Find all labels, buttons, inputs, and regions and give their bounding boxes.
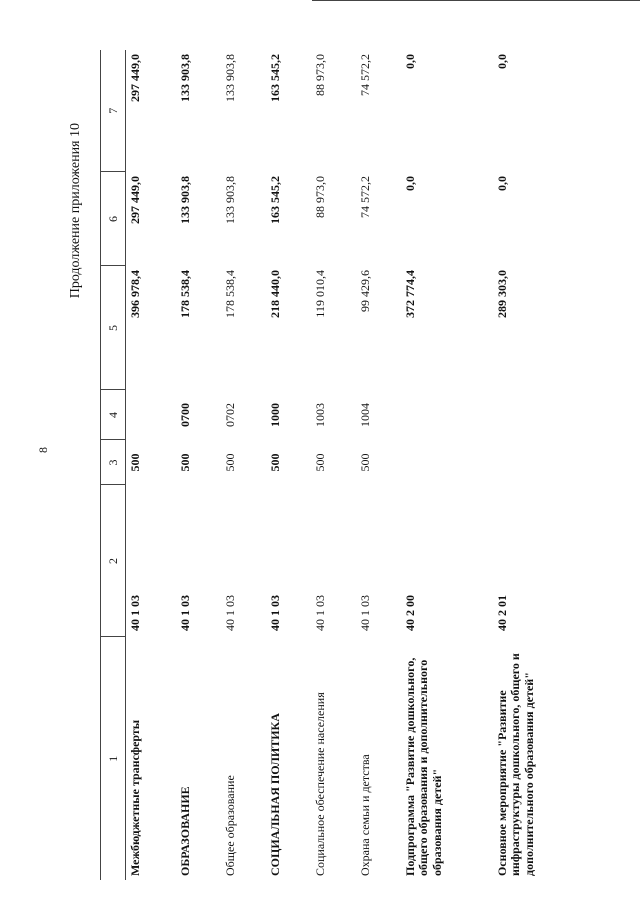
row-c6: 163 545,2: [267, 176, 282, 224]
table-row: [401, 50, 493, 880]
col-header: 3: [101, 440, 126, 485]
row-c6: 297 449,0: [128, 176, 142, 224]
row-c5: 396 978,4: [128, 270, 142, 318]
row-c5: 178 538,4: [222, 270, 237, 318]
row-c7: 74 572,2: [357, 54, 372, 96]
row-c3: 500: [312, 453, 327, 472]
row-c4: [126, 390, 176, 440]
row-c3: 500: [222, 453, 237, 472]
row-c6: 133 903,8: [177, 176, 192, 224]
row-code: 40 2 00: [402, 595, 417, 631]
table-row: [176, 50, 221, 880]
row-c7: 88 973,0: [312, 54, 327, 96]
col-header: 7: [101, 50, 126, 172]
row-c4: 0700: [177, 403, 192, 427]
row-c7: 133 903,8: [222, 54, 237, 102]
row-c7: 297 449,0: [128, 54, 142, 102]
row-c4: 1000: [267, 403, 282, 427]
row-code: 40 1 03: [312, 595, 327, 631]
row-c6: 88 973,0: [312, 176, 327, 218]
rotated-page-content: [68, 50, 640, 880]
col-header: 2: [101, 485, 126, 637]
row-c6: 0,0: [402, 176, 417, 191]
col-header: 1: [101, 637, 126, 880]
row-code: 40 1 03: [222, 595, 237, 631]
table-row: [266, 50, 311, 880]
appendix-caption: Продолжение приложения 10: [68, 123, 83, 299]
row-c3: [493, 440, 603, 485]
row-c7: 0,0: [402, 54, 417, 69]
row-c3: 500: [177, 453, 192, 472]
row-c4: 0702: [222, 403, 237, 427]
row-name: СОЦИАЛЬНАЯ ПОЛИТИКА: [267, 713, 282, 876]
row-c7: 163 545,2: [267, 54, 282, 102]
row-c7: 133 903,8: [177, 54, 192, 102]
budget-table: [100, 50, 603, 880]
row-c5: 289 303,0: [494, 270, 509, 318]
row-c5: 372 774,4: [402, 270, 417, 318]
row-c4: 1004: [357, 403, 372, 427]
row-c4: [401, 390, 493, 440]
row-name: ОБРАЗОВАНИЕ: [177, 786, 192, 876]
row-c3: [401, 440, 493, 485]
row-c5: 99 429,6: [357, 270, 372, 312]
table-row: [356, 50, 401, 880]
row-c4: 1003: [312, 403, 327, 427]
row-code: 40 1 03: [267, 595, 282, 631]
table-row: [126, 50, 176, 880]
row-c7: 0,0: [494, 54, 509, 69]
row-c4: [493, 390, 603, 440]
row-c3: 500: [267, 453, 282, 472]
page-number: 8: [36, 447, 50, 453]
row-c5: 218 440,0: [267, 270, 282, 318]
row-c6: 74 572,2: [357, 176, 372, 218]
row-code: 40 1 03: [177, 595, 192, 631]
row-code: 40 1 03: [128, 595, 142, 631]
row-c6: 0,0: [494, 176, 509, 191]
row-c3: 500: [357, 453, 372, 472]
row-name: Охрана семьи и детства: [357, 754, 372, 876]
row-c5: 178 538,4: [177, 270, 192, 318]
top-rule: [312, 0, 640, 1]
header-row: [101, 50, 126, 880]
table-row: [493, 50, 603, 880]
row-name: Основное мероприятие "Развитие инфраструктуры дошкольного, общего и дополнительного образования детей": [494, 653, 537, 876]
row-code: 40 1 03: [357, 595, 372, 631]
row-name: Социальное обеспечение населения: [312, 692, 327, 876]
col-header: 6: [101, 172, 126, 266]
row-c6: 133 903,8: [222, 176, 237, 224]
table-row: [311, 50, 356, 880]
col-header: 4: [101, 390, 126, 440]
table-row: [221, 50, 266, 880]
col-header: 5: [101, 266, 126, 390]
row-name: Общее образование: [222, 775, 237, 876]
row-c5: 119 010,4: [312, 270, 327, 318]
row-name: Подпрограмма "Развитие дошкольного, общего образования и дополнительного образования детей": [402, 657, 445, 876]
row-name: Межбюджетные трансферты: [128, 719, 142, 876]
row-code: 40 2 01: [494, 595, 509, 631]
row-c3: 500: [128, 453, 142, 472]
